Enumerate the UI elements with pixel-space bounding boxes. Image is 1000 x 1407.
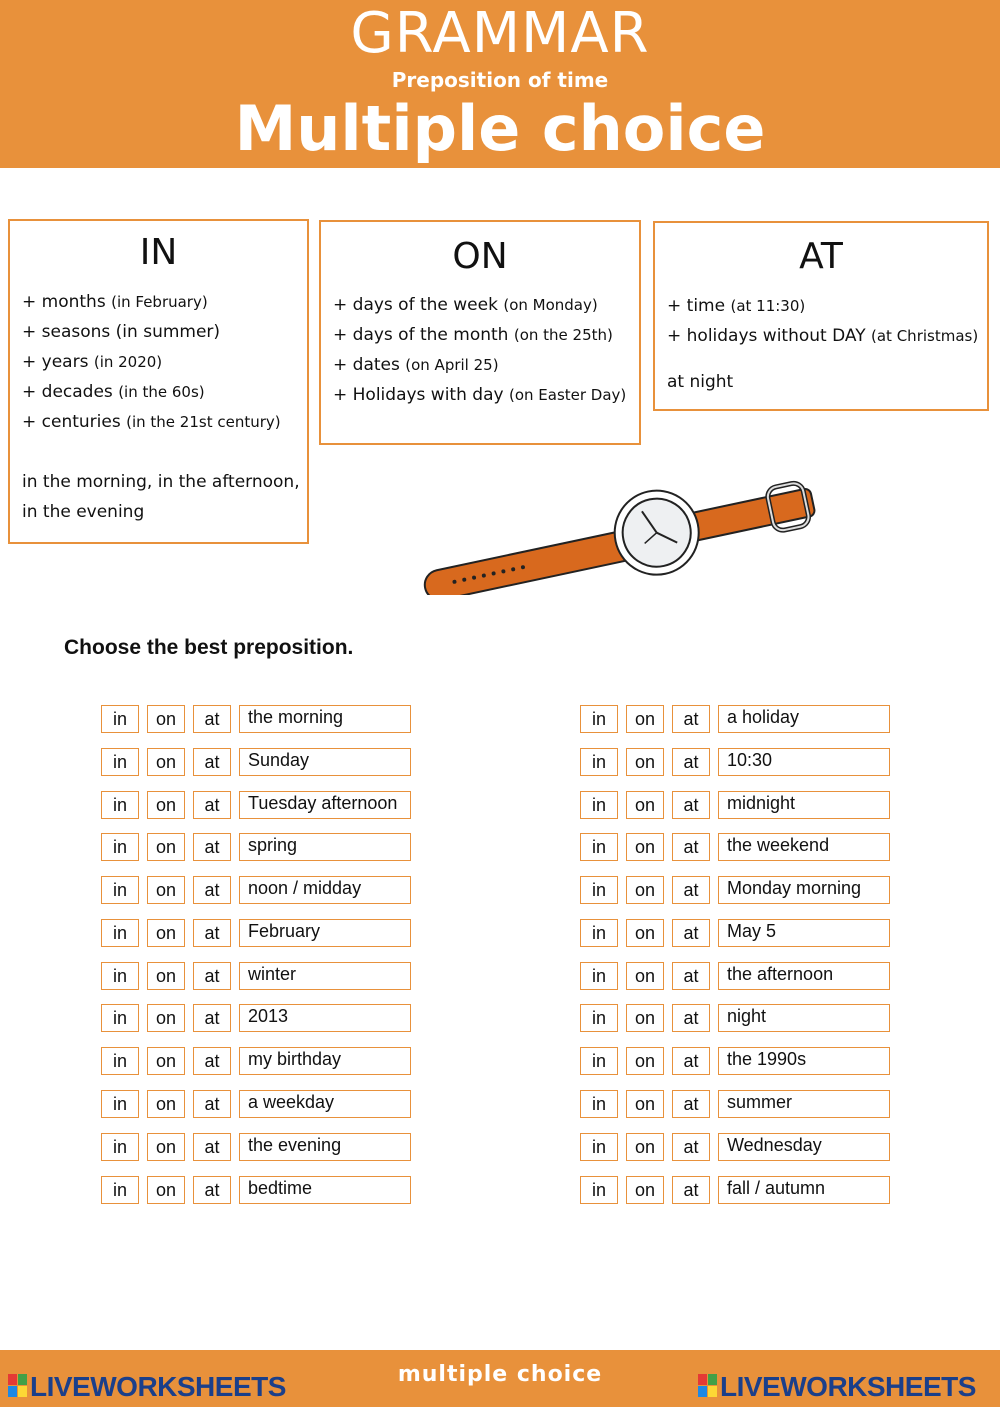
option-in-button[interactable]: in: [101, 833, 139, 861]
option-on-button[interactable]: on: [626, 1004, 664, 1032]
option-at-button[interactable]: at: [193, 705, 231, 733]
option-at-button[interactable]: at: [672, 919, 710, 947]
option-at-button[interactable]: at: [672, 748, 710, 776]
option-in-button[interactable]: in: [101, 705, 139, 733]
option-in-button[interactable]: in: [580, 1004, 618, 1032]
option-at-button[interactable]: at: [193, 1004, 231, 1032]
option-at-button[interactable]: at: [672, 1090, 710, 1118]
footer-banner: [0, 1350, 1000, 1407]
option-at-button[interactable]: at: [193, 1176, 231, 1204]
option-on-button[interactable]: on: [626, 962, 664, 990]
brand-text: LIVEWORKSHEETS: [720, 1371, 976, 1402]
option-at-button[interactable]: at: [672, 833, 710, 861]
option-in-button[interactable]: in: [580, 705, 618, 733]
instruction-text: Choose the best preposition.: [64, 636, 354, 659]
option-in-button[interactable]: in: [101, 1090, 139, 1118]
wristwatch-icon: [400, 470, 840, 595]
phrase-label: the weekend: [718, 833, 890, 861]
phrase-label: noon / midday: [239, 876, 411, 904]
option-at-button[interactable]: at: [672, 1133, 710, 1161]
option-on-button[interactable]: on: [626, 705, 664, 733]
option-at-button[interactable]: at: [193, 962, 231, 990]
liveworksheets-logo-icon: [698, 1374, 718, 1398]
phrase-label: bedtime: [239, 1176, 411, 1204]
option-on-button[interactable]: on: [147, 833, 185, 861]
rule-line: + days of the month (on the 25th): [333, 325, 613, 345]
phrase-label: Tuesday afternoon: [239, 791, 411, 819]
option-in-button[interactable]: in: [580, 876, 618, 904]
option-on-button[interactable]: on: [626, 833, 664, 861]
rule-extra-line: in the morning, in the afternoon,: [22, 472, 300, 492]
option-on-button[interactable]: on: [626, 919, 664, 947]
phrase-label: night: [718, 1004, 890, 1032]
option-on-button[interactable]: on: [147, 705, 185, 733]
option-in-button[interactable]: in: [101, 748, 139, 776]
phrase-label: midnight: [718, 791, 890, 819]
phrase-label: February: [239, 919, 411, 947]
header-banner: [0, 0, 1000, 168]
phrase-label: Sunday: [239, 748, 411, 776]
phrase-label: a holiday: [718, 705, 890, 733]
rule-line: + seasons (in summer): [22, 322, 221, 342]
option-in-button[interactable]: in: [580, 1133, 618, 1161]
option-in-button[interactable]: in: [580, 1176, 618, 1204]
option-in-button[interactable]: in: [101, 1176, 139, 1204]
option-at-button[interactable]: at: [193, 919, 231, 947]
option-in-button[interactable]: in: [101, 919, 139, 947]
option-in-button[interactable]: in: [101, 962, 139, 990]
rule-extra-line: in the evening: [22, 502, 145, 522]
option-on-button[interactable]: on: [147, 1004, 185, 1032]
option-on-button[interactable]: on: [147, 1176, 185, 1204]
option-at-button[interactable]: at: [672, 1047, 710, 1075]
rule-title-on: ON: [452, 236, 508, 277]
rule-line: + years (in 2020): [22, 352, 163, 372]
header-grammar: GRAMMAR: [350, 1, 650, 66]
option-at-button[interactable]: at: [193, 1090, 231, 1118]
option-on-button[interactable]: on: [147, 919, 185, 947]
option-on-button[interactable]: on: [147, 791, 185, 819]
rule-line: + holidays without DAY (at Christmas): [667, 326, 979, 346]
phrase-label: the 1990s: [718, 1047, 890, 1075]
phrase-label: 2013: [239, 1004, 411, 1032]
option-in-button[interactable]: in: [101, 791, 139, 819]
phrase-label: fall / autumn: [718, 1176, 890, 1204]
option-in-button[interactable]: in: [580, 791, 618, 819]
option-on-button[interactable]: on: [147, 748, 185, 776]
phrase-label: 10:30: [718, 748, 890, 776]
footer-title: multiple choice: [397, 1362, 603, 1387]
rule-line: + time (at 11:30): [667, 296, 806, 316]
option-at-button[interactable]: at: [672, 876, 710, 904]
option-on-button[interactable]: on: [147, 1133, 185, 1161]
rule-line: + decades (in the 60s): [22, 382, 205, 402]
option-in-button[interactable]: in: [101, 1133, 139, 1161]
rule-line: + days of the week (on Monday): [333, 295, 598, 315]
option-at-button[interactable]: at: [672, 705, 710, 733]
option-on-button[interactable]: on: [147, 962, 185, 990]
phrase-label: winter: [239, 962, 411, 990]
option-on-button[interactable]: on: [626, 1047, 664, 1075]
option-on-button[interactable]: on: [147, 876, 185, 904]
rule-box-at: [653, 221, 989, 411]
rule-title-at: AT: [799, 236, 843, 277]
header-subtitle: Preposition of time: [391, 68, 609, 92]
option-in-button[interactable]: in: [580, 1047, 618, 1075]
rule-line: + Holidays with day (on Easter Day): [333, 385, 627, 405]
option-at-button[interactable]: at: [193, 748, 231, 776]
phrase-label: summer: [718, 1090, 890, 1118]
option-in-button[interactable]: in: [101, 876, 139, 904]
option-at-button[interactable]: at: [193, 1133, 231, 1161]
phrase-label: spring: [239, 833, 411, 861]
option-at-button[interactable]: at: [672, 791, 710, 819]
phrase-label: the evening: [239, 1133, 411, 1161]
option-on-button[interactable]: on: [626, 1133, 664, 1161]
option-at-button[interactable]: at: [672, 1004, 710, 1032]
brand-text: LIVEWORKSHEETS: [30, 1371, 286, 1402]
phrase-label: Wednesday: [718, 1133, 890, 1161]
option-on-button[interactable]: on: [626, 1176, 664, 1204]
rule-line: + centuries (in the 21st century): [22, 412, 281, 432]
option-in-button[interactable]: in: [580, 1090, 618, 1118]
rule-extra-line: at night: [667, 372, 734, 392]
option-at-button[interactable]: at: [672, 962, 710, 990]
phrase-label: the afternoon: [718, 962, 890, 990]
option-on-button[interactable]: on: [626, 1090, 664, 1118]
option-on-button[interactable]: on: [147, 1047, 185, 1075]
option-in-button[interactable]: in: [580, 833, 618, 861]
option-at-button[interactable]: at: [672, 1176, 710, 1204]
option-on-button[interactable]: on: [626, 791, 664, 819]
rule-box-on: [319, 220, 641, 445]
option-in-button[interactable]: in: [101, 1004, 139, 1032]
option-on-button[interactable]: on: [147, 1090, 185, 1118]
option-at-button[interactable]: at: [193, 791, 231, 819]
phrase-label: a weekday: [239, 1090, 411, 1118]
option-in-button[interactable]: in: [580, 919, 618, 947]
option-in-button[interactable]: in: [580, 748, 618, 776]
option-at-button[interactable]: at: [193, 833, 231, 861]
phrase-label: Monday morning: [718, 876, 890, 904]
option-in-button[interactable]: in: [580, 962, 618, 990]
rule-title-in: IN: [139, 232, 178, 273]
phrase-label: the morning: [239, 705, 411, 733]
rule-line: + months (in February): [22, 292, 208, 312]
phrase-label: May 5: [718, 919, 890, 947]
phrase-label: my birthday: [239, 1047, 411, 1075]
rule-box-in: [8, 219, 309, 544]
page-title: Multiple choice: [234, 92, 766, 165]
rule-line: + dates (on April 25): [333, 355, 499, 375]
option-in-button[interactable]: in: [101, 1047, 139, 1075]
option-on-button[interactable]: on: [626, 748, 664, 776]
option-at-button[interactable]: at: [193, 1047, 231, 1075]
option-on-button[interactable]: on: [626, 876, 664, 904]
option-at-button[interactable]: at: [193, 876, 231, 904]
